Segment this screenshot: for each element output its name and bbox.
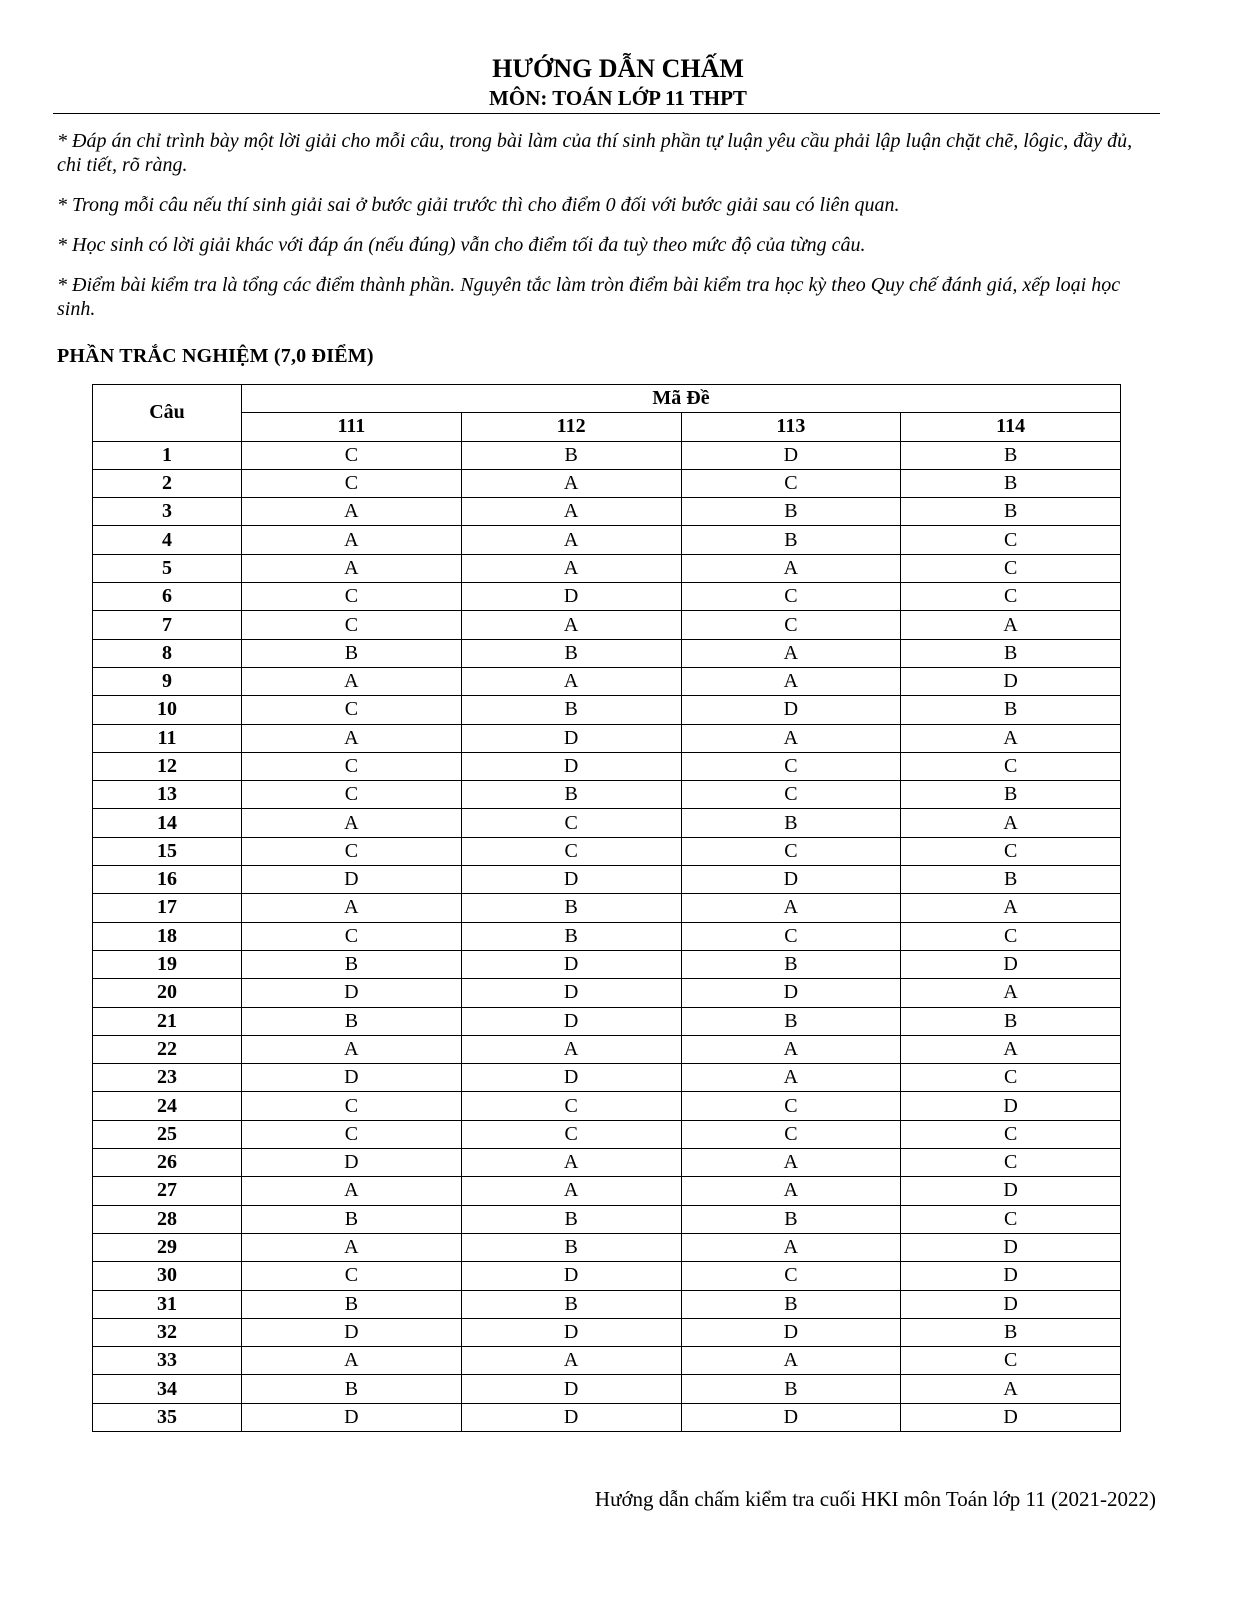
table-row bbox=[93, 1092, 1121, 1120]
answer-cell: B bbox=[461, 1205, 681, 1233]
answer-cell: B bbox=[242, 1205, 462, 1233]
question-number: 35 bbox=[93, 1403, 242, 1431]
question-number: 34 bbox=[93, 1375, 242, 1403]
answer-cell: C bbox=[901, 837, 1121, 865]
answer-cell: B bbox=[901, 781, 1121, 809]
answer-cell: A bbox=[461, 1177, 681, 1205]
question-number: 32 bbox=[93, 1318, 242, 1346]
table-row bbox=[93, 469, 1121, 497]
header-divider bbox=[53, 113, 1160, 114]
table-row bbox=[93, 752, 1121, 780]
table-row bbox=[93, 1375, 1121, 1403]
answer-cell: D bbox=[461, 979, 681, 1007]
table-row bbox=[93, 922, 1121, 950]
document-title: HƯỚNG DẪN CHẤM bbox=[492, 54, 744, 83]
table-row bbox=[93, 724, 1121, 752]
grading-note: * Điểm bài kiểm tra là tổng các điểm thành phần. Nguyên tắc làm tròn điểm bài kiểm tra học kỳ theo Quy chế đánh giá, xếp loại học sinh. bbox=[57, 274, 1121, 320]
table-row bbox=[93, 781, 1121, 809]
answer-cell: C bbox=[242, 469, 462, 497]
answer-cell: D bbox=[681, 1318, 901, 1346]
answer-cell: C bbox=[681, 922, 901, 950]
answer-cell: B bbox=[242, 1290, 462, 1318]
answer-cell: C bbox=[461, 837, 681, 865]
answer-cell: C bbox=[242, 696, 462, 724]
question-number: 13 bbox=[93, 781, 242, 809]
answer-cell: C bbox=[901, 1205, 1121, 1233]
answer-cell: A bbox=[461, 611, 681, 639]
answer-cell: D bbox=[901, 1262, 1121, 1290]
table-row bbox=[93, 979, 1121, 1007]
question-number: 2 bbox=[93, 469, 242, 497]
answer-cell: B bbox=[681, 498, 901, 526]
table-row bbox=[93, 837, 1121, 865]
answer-cell: C bbox=[681, 781, 901, 809]
question-number: 6 bbox=[93, 583, 242, 611]
answer-cell: A bbox=[681, 1035, 901, 1063]
question-number: 7 bbox=[93, 611, 242, 639]
answer-cell: A bbox=[242, 554, 462, 582]
answer-cell: A bbox=[461, 1149, 681, 1177]
answer-cell: A bbox=[681, 554, 901, 582]
answer-cell: C bbox=[901, 1064, 1121, 1092]
answer-cell: C bbox=[681, 469, 901, 497]
answer-cell: B bbox=[461, 1233, 681, 1261]
grading-note: * Học sinh có lời giải khác với đáp án (nếu đúng) vẫn cho điểm tối đa tuỳ theo mức độ của từng câu. bbox=[57, 234, 866, 256]
answer-cell: D bbox=[681, 866, 901, 894]
answer-rows bbox=[93, 441, 1121, 1431]
answer-cell: C bbox=[461, 1092, 681, 1120]
answer-cell: B bbox=[461, 1290, 681, 1318]
answer-cell: A bbox=[681, 1233, 901, 1261]
answer-cell: D bbox=[901, 667, 1121, 695]
answer-cell: A bbox=[681, 639, 901, 667]
question-number: 10 bbox=[93, 696, 242, 724]
table-row bbox=[93, 1120, 1121, 1148]
answer-cell: B bbox=[242, 639, 462, 667]
answer-cell: A bbox=[242, 1035, 462, 1063]
answer-cell: B bbox=[242, 1007, 462, 1035]
answer-cell: B bbox=[461, 781, 681, 809]
page-footer: Hướng dẫn chấm kiểm tra cuối HKI môn Toán lớp 11 (2021-2022) bbox=[594, 1487, 1156, 1511]
question-column-header: Câu bbox=[93, 385, 242, 442]
answer-cell: A bbox=[901, 1035, 1121, 1063]
answer-cell: B bbox=[461, 696, 681, 724]
table-row bbox=[93, 950, 1121, 978]
answer-cell: B bbox=[461, 639, 681, 667]
answer-cell: C bbox=[242, 1120, 462, 1148]
answer-cell: D bbox=[901, 1290, 1121, 1318]
answer-cell: C bbox=[242, 611, 462, 639]
table-row bbox=[93, 583, 1121, 611]
table-row bbox=[93, 1149, 1121, 1177]
answer-cell: C bbox=[901, 922, 1121, 950]
answer-cell: B bbox=[901, 441, 1121, 469]
table-row bbox=[93, 894, 1121, 922]
table-row bbox=[93, 554, 1121, 582]
question-number: 29 bbox=[93, 1233, 242, 1261]
answer-cell: D bbox=[461, 1064, 681, 1092]
answer-cell: A bbox=[901, 1375, 1121, 1403]
answer-cell: C bbox=[242, 1092, 462, 1120]
table-row bbox=[93, 866, 1121, 894]
answer-cell: C bbox=[681, 583, 901, 611]
answer-cell: A bbox=[681, 1149, 901, 1177]
exam-code-header: 112 bbox=[461, 413, 681, 441]
answer-cell: A bbox=[242, 724, 462, 752]
answer-cell: D bbox=[901, 1177, 1121, 1205]
answer-cell: B bbox=[461, 922, 681, 950]
answer-cell: B bbox=[901, 469, 1121, 497]
answer-cell: B bbox=[681, 950, 901, 978]
answer-cell: C bbox=[242, 922, 462, 950]
exam-code-header: 114 bbox=[901, 413, 1121, 441]
answer-cell: A bbox=[461, 1347, 681, 1375]
table-row bbox=[93, 1007, 1121, 1035]
answer-cell: D bbox=[681, 441, 901, 469]
exam-code-header: 111 bbox=[242, 413, 462, 441]
answer-cell: B bbox=[681, 1290, 901, 1318]
question-number: 5 bbox=[93, 554, 242, 582]
question-number: 27 bbox=[93, 1177, 242, 1205]
table-row bbox=[93, 1290, 1121, 1318]
answer-cell: A bbox=[681, 724, 901, 752]
answer-cell: A bbox=[242, 1177, 462, 1205]
answer-cell: C bbox=[681, 837, 901, 865]
answer-cell: A bbox=[242, 667, 462, 695]
answer-cell: B bbox=[901, 1007, 1121, 1035]
answer-cell: C bbox=[242, 781, 462, 809]
answer-cell: D bbox=[461, 866, 681, 894]
answer-cell: A bbox=[681, 894, 901, 922]
answer-cell: C bbox=[681, 1262, 901, 1290]
answer-cell: B bbox=[242, 950, 462, 978]
question-number: 12 bbox=[93, 752, 242, 780]
question-number: 15 bbox=[93, 837, 242, 865]
question-number: 24 bbox=[93, 1092, 242, 1120]
question-number: 14 bbox=[93, 809, 242, 837]
answer-cell: A bbox=[681, 1347, 901, 1375]
question-number: 22 bbox=[93, 1035, 242, 1063]
answer-cell: A bbox=[681, 667, 901, 695]
question-number: 23 bbox=[93, 1064, 242, 1092]
answer-cell: C bbox=[901, 526, 1121, 554]
answer-cell: B bbox=[901, 696, 1121, 724]
table-row bbox=[93, 1262, 1121, 1290]
answer-cell: D bbox=[242, 866, 462, 894]
answer-cell: D bbox=[461, 1375, 681, 1403]
answer-cell: D bbox=[461, 752, 681, 780]
answer-cell: A bbox=[681, 1177, 901, 1205]
grading-notes bbox=[57, 129, 1157, 337]
table-header-row bbox=[93, 385, 1121, 413]
answer-cell: A bbox=[901, 894, 1121, 922]
exam-code-header: 113 bbox=[681, 413, 901, 441]
question-number: 8 bbox=[93, 639, 242, 667]
answer-cell: A bbox=[901, 809, 1121, 837]
question-number: 3 bbox=[93, 498, 242, 526]
answer-cell: C bbox=[242, 583, 462, 611]
question-number: 30 bbox=[93, 1262, 242, 1290]
answer-cell: B bbox=[681, 1205, 901, 1233]
table-row bbox=[93, 1233, 1121, 1261]
answer-cell: B bbox=[681, 1007, 901, 1035]
answer-cell: B bbox=[901, 639, 1121, 667]
answer-cell: A bbox=[461, 526, 681, 554]
answer-cell: C bbox=[681, 752, 901, 780]
question-number: 25 bbox=[93, 1120, 242, 1148]
grading-note: * Đáp án chỉ trình bày một lời giải cho mỗi câu, trong bài làm của thí sinh phần tự luận yêu cầu phải lập luận chặt chẽ, lôgic, đầy đủ, chi tiết, rõ ràng. bbox=[57, 130, 1133, 176]
answer-cell: C bbox=[901, 1347, 1121, 1375]
answer-cell: D bbox=[461, 724, 681, 752]
answer-cell: A bbox=[242, 894, 462, 922]
answer-cell: A bbox=[901, 724, 1121, 752]
answer-cell: C bbox=[901, 1149, 1121, 1177]
answer-cell: C bbox=[901, 1120, 1121, 1148]
answer-cell: A bbox=[461, 469, 681, 497]
answer-cell: B bbox=[242, 1375, 462, 1403]
answer-cell: A bbox=[461, 554, 681, 582]
answer-cell: C bbox=[242, 752, 462, 780]
table-row bbox=[93, 809, 1121, 837]
table-row bbox=[93, 1064, 1121, 1092]
table-row bbox=[93, 1318, 1121, 1346]
answer-cell: C bbox=[461, 809, 681, 837]
document-subtitle: MÔN: TOÁN LỚP 11 THPT bbox=[489, 86, 747, 110]
answer-cell: D bbox=[461, 950, 681, 978]
answer-cell: C bbox=[681, 1092, 901, 1120]
answer-cell: B bbox=[901, 498, 1121, 526]
answer-cell: C bbox=[242, 1262, 462, 1290]
table-row bbox=[93, 611, 1121, 639]
question-number: 28 bbox=[93, 1205, 242, 1233]
answer-cell: C bbox=[901, 583, 1121, 611]
exam-code-header-row bbox=[93, 413, 1121, 441]
section-title: PHẦN TRẮC NGHIỆM (7,0 ĐIỂM) bbox=[57, 345, 374, 367]
question-number: 20 bbox=[93, 979, 242, 1007]
table-row bbox=[93, 526, 1121, 554]
answer-cell: C bbox=[681, 611, 901, 639]
question-number: 33 bbox=[93, 1347, 242, 1375]
answer-cell: A bbox=[681, 1064, 901, 1092]
answer-cell: D bbox=[681, 1403, 901, 1431]
question-number: 17 bbox=[93, 894, 242, 922]
table-row bbox=[93, 498, 1121, 526]
table-row bbox=[93, 1205, 1121, 1233]
answer-cell: B bbox=[681, 809, 901, 837]
question-number: 19 bbox=[93, 950, 242, 978]
table-row bbox=[93, 639, 1121, 667]
exam-code-group-header: Mã Đề bbox=[242, 385, 1121, 413]
answer-cell: C bbox=[681, 1120, 901, 1148]
answer-cell: C bbox=[901, 752, 1121, 780]
question-number: 1 bbox=[93, 441, 242, 469]
question-number: 31 bbox=[93, 1290, 242, 1318]
answer-cell: A bbox=[461, 1035, 681, 1063]
answer-cell: A bbox=[242, 1233, 462, 1261]
answer-cell: B bbox=[901, 866, 1121, 894]
answer-cell: D bbox=[242, 1318, 462, 1346]
answer-cell: D bbox=[901, 1233, 1121, 1261]
answer-cell: A bbox=[901, 979, 1121, 1007]
answer-cell: D bbox=[461, 1403, 681, 1431]
answer-cell: D bbox=[242, 1403, 462, 1431]
grading-note: * Trong mỗi câu nếu thí sinh giải sai ở bước giải trước thì cho điểm 0 đối với bước giải sau có liên quan. bbox=[57, 194, 900, 216]
table-row bbox=[93, 1347, 1121, 1375]
question-number: 21 bbox=[93, 1007, 242, 1035]
answer-cell: B bbox=[461, 894, 681, 922]
table-row bbox=[93, 441, 1121, 469]
question-number: 18 bbox=[93, 922, 242, 950]
answer-cell: D bbox=[242, 1064, 462, 1092]
answer-cell: D bbox=[461, 583, 681, 611]
answer-cell: B bbox=[901, 1318, 1121, 1346]
table-row bbox=[93, 696, 1121, 724]
answer-cell: A bbox=[242, 1347, 462, 1375]
answer-cell: D bbox=[681, 696, 901, 724]
answer-cell: C bbox=[901, 554, 1121, 582]
table-row bbox=[93, 1403, 1121, 1431]
question-number: 9 bbox=[93, 667, 242, 695]
question-number: 26 bbox=[93, 1149, 242, 1177]
answer-cell: C bbox=[461, 1120, 681, 1148]
answer-cell: D bbox=[461, 1262, 681, 1290]
table-row bbox=[93, 667, 1121, 695]
answer-cell: A bbox=[461, 667, 681, 695]
answer-cell: C bbox=[242, 441, 462, 469]
answer-cell: A bbox=[901, 611, 1121, 639]
question-number: 4 bbox=[93, 526, 242, 554]
answer-cell: D bbox=[901, 1092, 1121, 1120]
answer-cell: D bbox=[461, 1318, 681, 1346]
answer-cell: A bbox=[242, 498, 462, 526]
answer-cell: B bbox=[461, 441, 681, 469]
answer-cell: D bbox=[901, 1403, 1121, 1431]
question-number: 16 bbox=[93, 866, 242, 894]
answer-key-table bbox=[92, 384, 1121, 1432]
answer-cell: C bbox=[242, 837, 462, 865]
answer-cell: A bbox=[461, 498, 681, 526]
answer-cell: D bbox=[461, 1007, 681, 1035]
answer-cell: A bbox=[242, 809, 462, 837]
answer-cell: D bbox=[681, 979, 901, 1007]
table-row bbox=[93, 1177, 1121, 1205]
question-number: 11 bbox=[93, 724, 242, 752]
answer-cell: D bbox=[242, 979, 462, 1007]
answer-cell: B bbox=[681, 1375, 901, 1403]
table-row bbox=[93, 1035, 1121, 1063]
answer-cell: B bbox=[681, 526, 901, 554]
answer-cell: D bbox=[242, 1149, 462, 1177]
answer-cell: D bbox=[901, 950, 1121, 978]
answer-cell: A bbox=[242, 526, 462, 554]
